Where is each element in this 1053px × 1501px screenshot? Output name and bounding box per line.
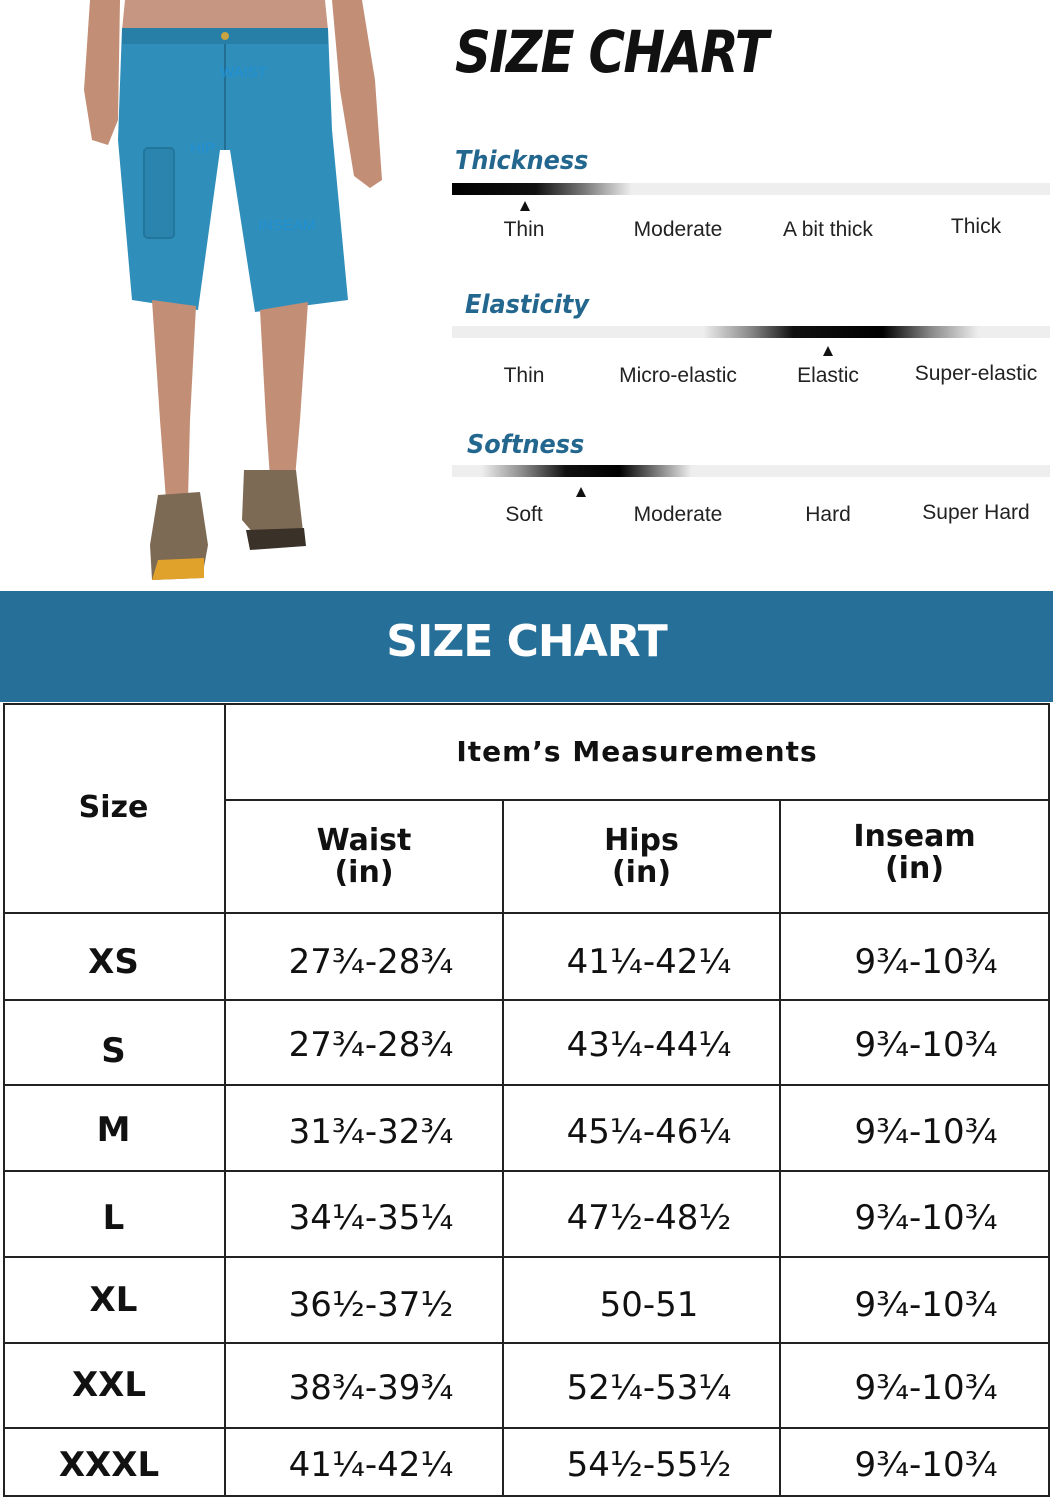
page-title: SIZE CHART bbox=[455, 18, 768, 86]
left-leg bbox=[152, 300, 196, 500]
hips-header-label: Hips bbox=[604, 822, 679, 858]
thickness-option-4: Thick bbox=[950, 215, 1002, 238]
left-shoe-sole bbox=[152, 558, 204, 580]
waist-cell: 27¾-28¾ bbox=[288, 942, 454, 982]
thickness-option-2: Moderate bbox=[633, 218, 723, 241]
size-cell: L bbox=[102, 1198, 125, 1238]
softness-scale-bar bbox=[452, 465, 1050, 477]
thickness-title: Thickness bbox=[455, 146, 589, 176]
size-cell: M bbox=[96, 1110, 131, 1150]
thickness-marker-icon bbox=[520, 201, 530, 211]
inseam-cell: 9¾-10¾ bbox=[854, 1025, 998, 1065]
left-arm bbox=[84, 0, 120, 145]
softness-option-2: Moderate bbox=[633, 503, 723, 526]
inseam-label: INSEAM bbox=[258, 217, 316, 234]
size-chart-banner-title: SIZE CHART bbox=[386, 616, 667, 667]
elasticity-scale-bar bbox=[452, 326, 1050, 338]
size-cell: XS bbox=[88, 942, 139, 982]
hips-column-header bbox=[504, 801, 779, 912]
torso bbox=[122, 0, 328, 30]
elasticity-option-3: Elastic bbox=[797, 364, 859, 387]
waist-header-unit: (in) bbox=[334, 854, 394, 890]
hips-cell: 52¼-53¼ bbox=[566, 1368, 732, 1408]
waist-label: WAIST bbox=[220, 64, 267, 81]
inseam-header-label: Inseam bbox=[853, 818, 976, 854]
right-arm bbox=[332, 0, 382, 188]
elasticity-marker-icon bbox=[823, 346, 833, 356]
thickness-scale-bar bbox=[452, 183, 1050, 195]
right-shoe-sole bbox=[246, 528, 306, 550]
waist-header-label: Waist bbox=[316, 822, 412, 858]
hips-cell: 45¼-46¼ bbox=[566, 1112, 732, 1152]
hips-cell: 54½-55½ bbox=[566, 1445, 732, 1485]
size-column-header: Size bbox=[78, 789, 149, 825]
hips-header-unit: (in) bbox=[611, 854, 672, 890]
hips-cell: 47½-48½ bbox=[566, 1198, 732, 1238]
hip-label: HIP bbox=[190, 140, 216, 157]
size-table bbox=[3, 703, 1050, 1497]
softness-option-3: Hard bbox=[805, 503, 851, 526]
hips-cell: 50-51 bbox=[599, 1285, 699, 1325]
elasticity-title: Elasticity bbox=[465, 290, 589, 320]
hips-cell: 41¼-42¼ bbox=[566, 942, 732, 982]
cargo-pocket bbox=[144, 148, 174, 238]
waist-cell: 41¼-42¼ bbox=[288, 1445, 454, 1485]
thickness-option-3: A bit thick bbox=[783, 218, 873, 241]
size-cell: XXXL bbox=[58, 1445, 160, 1485]
hips-cell: 43¼-44¼ bbox=[566, 1025, 732, 1065]
waist-cell: 27¾-28¾ bbox=[288, 1025, 454, 1065]
elasticity-option-2: Micro-elastic bbox=[619, 364, 737, 387]
product-image bbox=[70, 0, 400, 590]
softness-option-1: Soft bbox=[505, 503, 543, 526]
waist-cell: 38¾-39¾ bbox=[288, 1368, 454, 1408]
shorts-model-illustration bbox=[70, 0, 400, 590]
thickness-option-1: Thin bbox=[503, 218, 545, 241]
softness-marker-icon bbox=[576, 487, 586, 497]
inseam-cell: 9¾-10¾ bbox=[854, 1285, 998, 1325]
elasticity-option-4: Super-elastic bbox=[914, 362, 1038, 385]
size-cell: XL bbox=[89, 1280, 138, 1320]
inseam-cell: 9¾-10¾ bbox=[854, 1368, 998, 1408]
inseam-cell: 9¾-10¾ bbox=[854, 1198, 998, 1238]
waist-button bbox=[221, 32, 229, 40]
waist-column-header bbox=[226, 801, 502, 912]
inseam-cell: 9¾-10¾ bbox=[854, 1112, 998, 1152]
measurements-group-header: Item’s Measurements bbox=[456, 734, 818, 768]
softness-title: Softness bbox=[467, 430, 585, 460]
softness-option-4: Super Hard bbox=[922, 501, 1030, 524]
waist-cell: 34¼-35¼ bbox=[288, 1198, 454, 1238]
inseam-header-unit: (in) bbox=[884, 850, 945, 886]
inseam-column-header bbox=[781, 801, 1048, 904]
inseam-cell: 9¾-10¾ bbox=[854, 1445, 998, 1485]
right-leg bbox=[260, 302, 308, 478]
size-cell: XXL bbox=[71, 1365, 147, 1405]
waist-cell: 36½-37½ bbox=[288, 1285, 454, 1325]
elasticity-option-1: Thin bbox=[503, 364, 545, 387]
waist-cell: 31¾-32¾ bbox=[288, 1112, 454, 1152]
inseam-cell: 9¾-10¾ bbox=[854, 942, 998, 982]
size-cell: S bbox=[101, 1031, 126, 1071]
